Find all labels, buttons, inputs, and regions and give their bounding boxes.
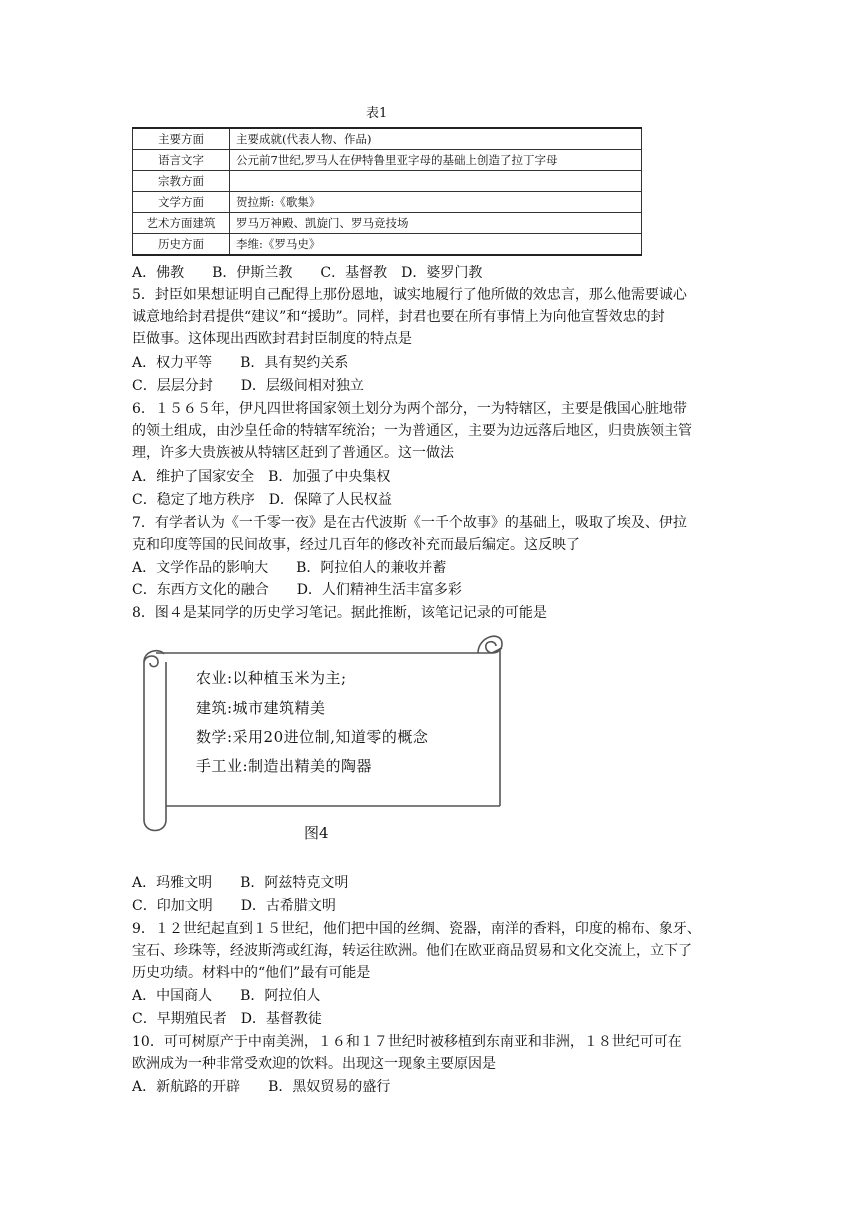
q7-stem: 7．有学者认为《一千零一夜》是在古代波斯《一千个故事》的基础上，吸取了埃及、伊拉 [132, 515, 687, 531]
table-cell: 主要方面 [133, 128, 230, 150]
q9-options: C．早期殖民者 D．基督教徒 [132, 1011, 322, 1027]
q9-options: A．中国商人 B．阿拉伯人 [132, 988, 321, 1004]
table-row [133, 234, 642, 256]
q5-stem: 诚意地给封君提供“建议”和“援助”。同样，封君也要在所有事情上为向他宣誓效忠的封 [132, 309, 665, 325]
table-cell [230, 171, 642, 192]
q8-stem: 8．图４是某同学的历史学习笔记。据此推断，该笔记记录的可能是 [132, 605, 547, 621]
q6-options: C．稳定了地方秩序 D．保障了人民权益 [132, 492, 392, 508]
q5-stem: 5．封臣如果想证明自己配得上那份恩地，诚实地履行了他所做的效忠言，那么他需要诚心 [132, 287, 687, 303]
q10-stem: 10．可可树原产于中南美洲，１６和１７世纪时被移植到东南亚和非洲，１８世纪可可在 [132, 1034, 682, 1050]
table-cell: 公元前7世纪,罗马人在伊特鲁里亚字母的基础上创造了拉丁字母 [230, 150, 642, 171]
table-cell: 历史方面 [133, 234, 230, 256]
table-cell: 文学方面 [133, 192, 230, 213]
q8-options: A．玛雅文明 B．阿兹特克文明 [132, 875, 349, 891]
q10-stem: 欧洲成为一种非常受欢迎的饮料。出现这一现象主要原因是 [132, 1056, 496, 1072]
q7-options: C．东西方文化的融合 D．人们精神生活丰富多彩 [132, 582, 462, 598]
q8-options: C．印加文明 D．古希腊文明 [132, 898, 336, 914]
table-cell: 罗马万神殿、凯旋门、罗马竞技场 [230, 213, 642, 234]
q6-options: A．维护了国家安全 B．加强了中央集权 [132, 469, 391, 485]
table-caption: 表1 [366, 106, 388, 121]
note-line: 数学:采用20进位制,知道零的概念 [196, 728, 429, 746]
table-cell: 艺术方面建筑 [133, 213, 230, 234]
table-cell: 贺拉斯:《歌集》 [230, 192, 642, 213]
table-row [133, 213, 642, 234]
q5-options: A．权力平等 B．具有契约关系 [132, 355, 349, 371]
q9-stem: 历史功绩。材料中的“他们”最有可能是 [132, 965, 371, 981]
table-cell: 宗教方面 [133, 171, 230, 192]
q6-stem: 理，许多大贵族被从特辖区赶到了普通区。这一做法 [132, 445, 454, 461]
table-row [133, 150, 642, 171]
table-row [133, 128, 642, 150]
q5-stem: 臣做事。这体现出西欧封君封臣制度的特点是 [132, 331, 412, 347]
note-line: 手工业:制造出精美的陶器 [196, 757, 373, 775]
note-line: 农业:以种植玉米为主; [196, 669, 347, 687]
q10-options: A．新航路的开辟 B．黑奴贸易的盛行 [132, 1079, 391, 1095]
achievements-table [132, 127, 642, 256]
q7-stem: 克和印度等国的民间故事，经过几百年的修改补充而最后编定。这反映了 [132, 537, 580, 553]
table-cell: 主要成就(代表人物、作品) [230, 128, 642, 150]
table-row [133, 171, 642, 192]
q9-stem: 9．１２世纪起直到１５世纪，他们把中国的丝绸、瓷器，南洋的香料，印度的棉布、象牙、 [132, 921, 701, 937]
q7-options: A．文学作品的影响大 B．阿拉伯人的兼收并蓄 [132, 560, 447, 576]
table-row [133, 192, 642, 213]
q6-stem: 6．１５６５年，伊凡四世将国家领土划分为两个部分，一为特辖区，主要是俄国心脏地带 [132, 401, 687, 417]
q5-options: C．层层分封 D．层级间相对独立 [132, 378, 364, 394]
table-cell: 语言文字 [133, 150, 230, 171]
table-cell: 李维:《罗马史》 [230, 234, 642, 256]
figure-caption: 图4 [304, 824, 329, 842]
q4-options: A．佛教 B．伊斯兰教 C．基督教 D．婆罗门教 [132, 265, 483, 281]
note-line: 建筑:城市建筑精美 [196, 699, 326, 717]
q9-stem: 宝石、珍珠等，经波斯湾或红海，转运往欧洲。他们在欧亚商品贸易和文化交流上，立下了 [132, 943, 692, 959]
q6-stem: 的领土组成，由沙皇任命的特辖军统治；一为普通区，主要为边远落后地区，归贵族领主管 [132, 423, 692, 439]
